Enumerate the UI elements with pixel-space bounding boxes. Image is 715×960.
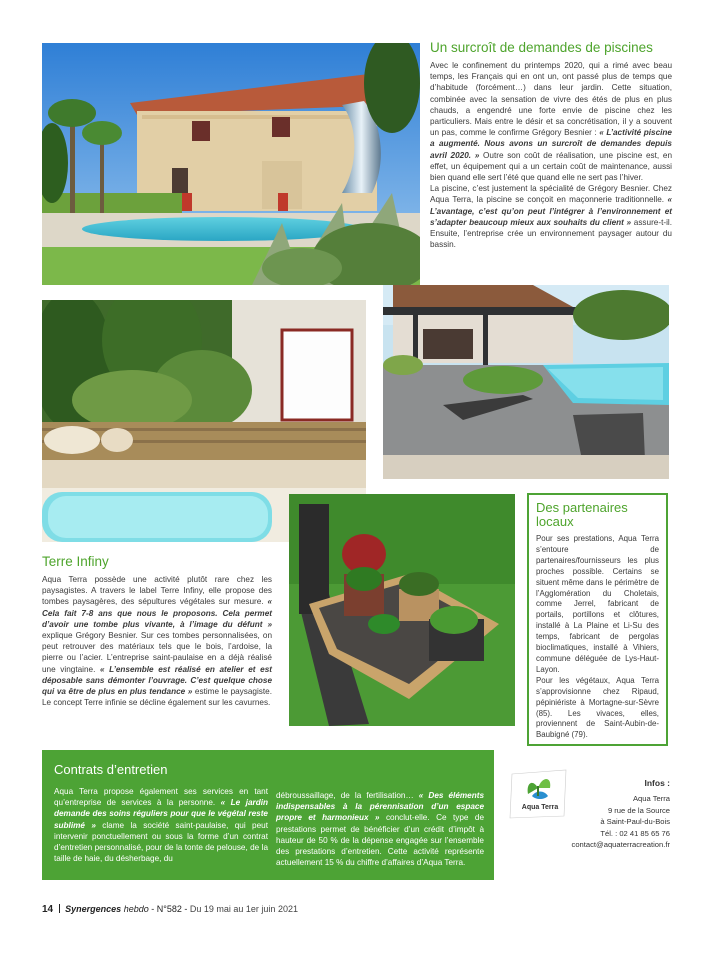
infos-line: contact@aquaterracreation.fr	[571, 840, 670, 850]
contrats-col1: Aqua Terra propose également ses services en tant qu’entreprise de services à la personne. « Le jardin demande des soins réguliers pour que le végétal reste sublimé » clame la société saint-paulaise, qui peut intervenir ponctuellement ou sous la forme d’un contrat d’entretien personnalisé, pour de la tonte de pelouse, de la taille de haie, du désherbage, du	[54, 787, 269, 864]
planter-tomb-photo	[289, 494, 515, 726]
page-footer	[42, 904, 298, 915]
issue-dates: Du 19 mai au 1er juin 2021	[189, 904, 298, 914]
infos-block	[540, 778, 670, 850]
terre-title: Terre Infiny	[42, 554, 109, 569]
pergola-pool-photo	[383, 285, 669, 479]
infos-line: Aqua Terra	[632, 794, 670, 804]
contrats-box	[42, 750, 494, 880]
infos-line: 9 rue de la Source	[607, 805, 670, 815]
contrats-col2: débroussaillage, de la fertilisation… « Des éléments indispensables à la pérennisation d’un espace propre et harmonieux » conclut-elle. Ce type de prestations permet de bénéficier d’un crédit d’impôt à hauteur de 50 % de la dépense engagée sur l’ensemble des prestations d’entretien. Cette activité représente actuellement 15 % du chiffre d’affaires d’Aqua Terra.	[276, 791, 484, 868]
issue-number: - N°582 -	[151, 904, 188, 914]
footer-divider	[59, 904, 60, 913]
piscines-title: Un surcroît de demandes de piscines	[430, 40, 653, 55]
piscines-text: Avec le confinement du printemps 2020, qui a rimé avec beau temps, les Français qui en ont un, ont passé plus de temps que d’habitude (forcément…) dans leur jardin. Cette situation, combinée avec la sensation de vivre des étés de plus en plus chauds, a engendré une forte envie de piscine chez les particuliers. Mais entre le désir et sa concrétisation, il y a souvent un pas, comme le confirme Grégory Besnier : « L’activité piscine a augmenté. Nous avons un surcroît de demandes depuis avril 2020. » Outre son coût de réalisation, une piscine est, en effet, un équipement qui a un certain coût de maintenance, aussi bien quand elle sert l’été que quand elle ne sert pas l’hiver. La piscine, c’est justement la spécialité de Grégory Besnier. Chez Aqua Terra, la piscine se conçoit en maçonnerie traditionnelle. « L’avantage, c’est qu’on peut l’intégrer à l’environnement et s’adapter beaucoup mieux aux souhaits du client » assure-t-il. Ensuite, l’entreprise crée un environnement paysager autour du bassin.	[430, 61, 673, 250]
infos-line: Tél. : 02 41 85 65 76	[600, 828, 670, 838]
infos-line: à Saint-Paul-du-Bois	[600, 817, 670, 827]
contrats-title: Contrats d’entretien	[54, 762, 168, 777]
magazine-hebdo: hebdo	[123, 904, 149, 914]
partenaires-text: Pour ses prestations, Aqua Terra s’entoure de partenaires/fournisseurs les plus proches possible. Certains se situent même dans le périmètre de l’Agglomération du Choletais, comme Jerrel, fabricant de portails, portillons et clôtures, installé à La Plaine et Li-Su des temps, fabricant de pergolas bioclimatiques, installé à Vihiers, commune déléguée de Lys-Haut-Layon. Pour les végétaux, Aqua Terra s’approvisionne chez Ripaud, pépiniériste à Mortagne-sur-Sèvre (85). Les vivaces, elles, proviennent de Saint-Aubin-de-Baubigné (79).	[536, 534, 659, 740]
partenaires-title: Des partenaires locaux	[536, 500, 628, 529]
terre-text: Aqua Terra possède une activité plutôt rare chez les paysagistes. A travers le label Terre Infiny, elle propose des tombes paysagères, des sépultures végétales sur mesure. « Cela fait 7-8 ans que nous le proposons. Cela permet d’avoir une tombe plus vivante, à l’image du défunt » explique Grégory Besnier. Sur ces tombes personnalisées, on peut retrouver des matériaux tels que le bois, l’ardoise, la pierre ou l’acier. L’entreprise saint-paulaise en a déjà réalisé une vingtaine. « L’ensemble est réalisé en atelier et est déposable sans démonter l’ouvrage. C’est quelque chose qui va être de plus en plus tendance » estime le paysagiste. Le concept Terre infinie se décline également sur les cavurnes.	[42, 575, 272, 708]
house-pool-photo	[42, 43, 420, 285]
magazine-name: Synergences	[65, 904, 122, 914]
logo-text: Aqua Terra	[521, 804, 559, 811]
infos-title: Infos :	[644, 778, 670, 788]
partenaires-box	[527, 493, 668, 746]
page-number: 14	[42, 904, 54, 915]
